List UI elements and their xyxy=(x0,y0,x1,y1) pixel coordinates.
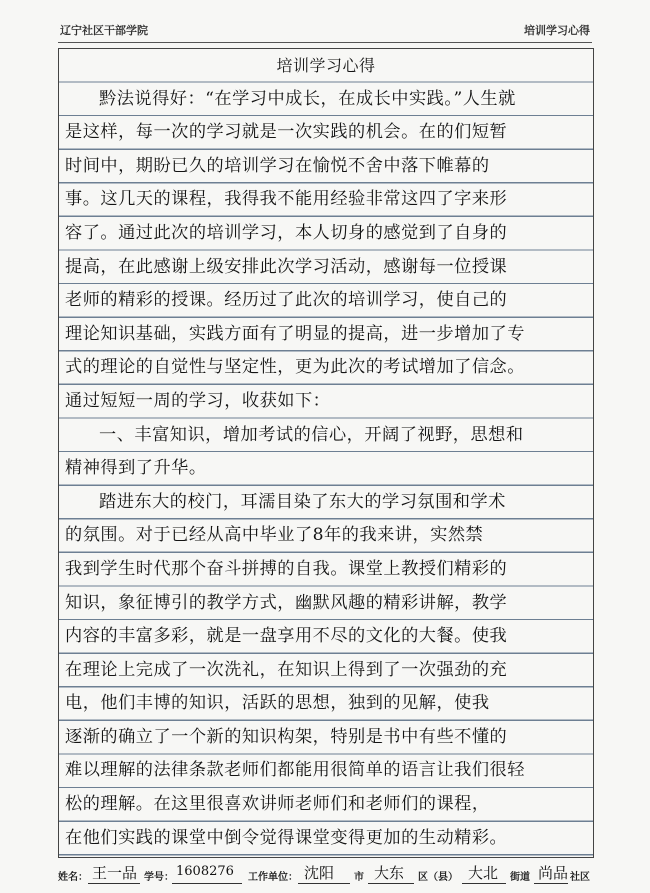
street-underline xyxy=(462,883,506,884)
essay-line: 难以理解的法律条款老师们都能用很简单的语言让我们很轻 xyxy=(65,760,525,781)
name-underline xyxy=(88,883,140,884)
essay-line: 通过短短一周的学习，收获如下： xyxy=(65,390,331,411)
id-label: 学号： xyxy=(144,872,174,883)
essay-line: 式的理论的自觉性与坚定性，更为此次的考试增加了信念。 xyxy=(65,357,525,378)
essay-line: 逐渐的确立了一个新的知识构架，特别是书中有些不懂的 xyxy=(65,726,508,747)
essay-line: 理论知识基础，实践方面有了明显的提高，进一步增加了专 xyxy=(65,323,525,344)
essay-line: 的氛围。对于已经从高中毕业了8年的我来讲，实然禁 xyxy=(65,525,484,546)
essay-lines xyxy=(59,49,593,855)
unit-label: 工作单位： xyxy=(248,872,298,883)
essay-line: 在理论上完成了一次洗礼，在知识上得到了一次强劲的充 xyxy=(65,659,508,680)
community-underline xyxy=(534,883,568,884)
author-info-footer xyxy=(58,860,592,886)
city-value: 沈阳 xyxy=(304,864,335,882)
id-value: 1608276 xyxy=(176,864,234,879)
district-underline xyxy=(368,883,414,884)
handwritten-sheet xyxy=(58,48,594,858)
essay-line: 踏进东大的校门，耳濡目染了东大的学习氛围和学术 xyxy=(99,491,506,512)
id-underline xyxy=(172,883,242,884)
city-label: 市 xyxy=(354,872,364,883)
district-value: 大东 xyxy=(374,864,405,882)
community-label: 社区 xyxy=(570,872,590,883)
essay-line: 老师的精彩的授课。经历过了此次的培训学习，使自己的 xyxy=(65,290,508,311)
header-divider xyxy=(58,42,592,43)
community-value: 尚品 xyxy=(538,864,569,882)
essay-line: 知识，象征博引的教学方式，幽默风趣的精彩讲解，教学 xyxy=(65,592,508,613)
essay-title: 培训学习心得 xyxy=(276,56,376,75)
street-value: 大北 xyxy=(468,864,499,882)
essay-line: 我到学生时代那个奋斗拼搏的自我。课堂上教授们精彩的 xyxy=(65,558,508,579)
city-underline xyxy=(298,883,350,884)
essay-line: 提高，在此感谢上级安排此次学习活动，感谢每一位授课 xyxy=(65,256,508,277)
street-label: 街道 xyxy=(510,872,530,883)
essay-line: 精神得到了升华。 xyxy=(65,458,207,479)
essay-line: 在他们实践的课堂中倒令觉得课堂变得更加的生动精彩。 xyxy=(65,827,508,848)
district-label: 区（县） xyxy=(418,872,458,883)
name-label: 姓名： xyxy=(58,872,88,883)
essay-line: 时间中，期盼已久的培训学习在愉悦不舍中落下帷幕的 xyxy=(65,155,490,176)
essay-line: 一、丰富知识，增加考试的信心，开阔了视野，思想和 xyxy=(99,424,524,445)
header-institution: 辽宁社区干部学院 xyxy=(60,24,148,37)
name-value: 王一品 xyxy=(92,864,138,882)
essay-line: 电，他们丰博的知识，活跃的思想，独到的见解，使我 xyxy=(65,693,490,714)
essay-line: 容了。通过此次的培训学习，本人切身的感觉到了自身的 xyxy=(65,222,508,243)
essay-line: 事。这几天的课程，我得我不能用经验非常这四了字来形 xyxy=(65,189,508,210)
essay-line: 黔法说得好：“在学习中成长，在成长中实践。”人生就 xyxy=(99,88,516,109)
essay-line: 是这样，每一次的学习就是一次实践的机会。在的们短暂 xyxy=(65,122,508,143)
header-doc-type: 培训学习心得 xyxy=(524,24,590,37)
essay-line: 内容的丰富多彩，就是一盘享用不尽的文化的大餐。使我 xyxy=(65,626,508,647)
essay-line: 松的理解。在这里很喜欢讲师老师们和老师们的课程， xyxy=(65,794,490,815)
